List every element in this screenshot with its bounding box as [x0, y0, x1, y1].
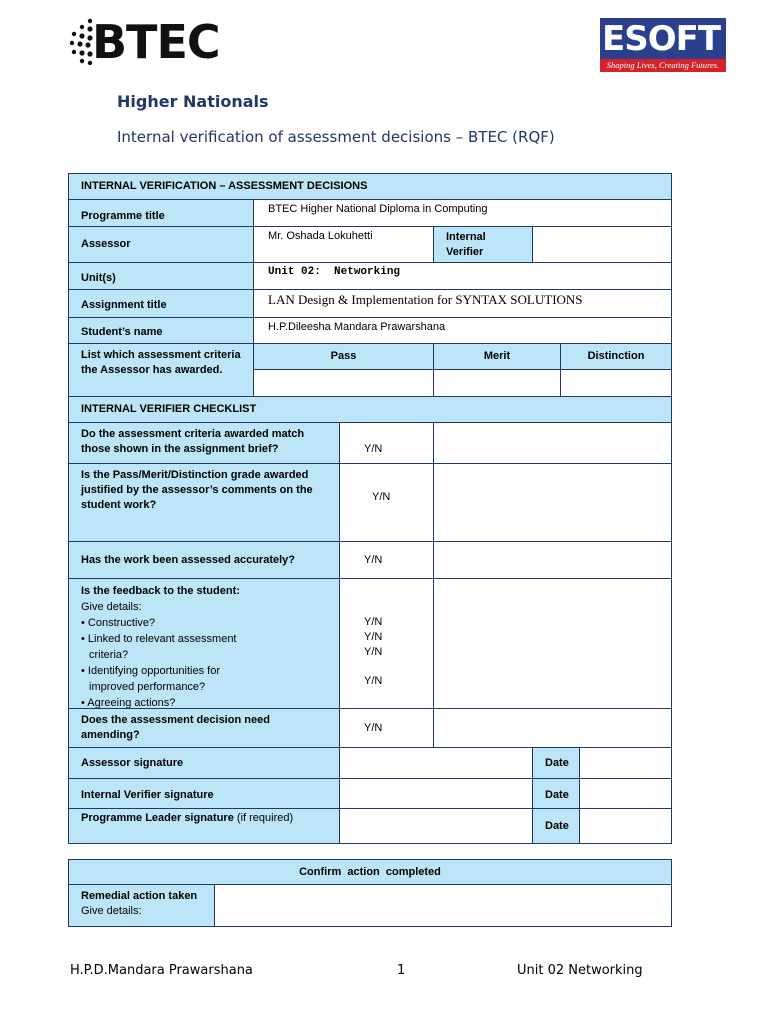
- units-label: Unit(s): [68, 262, 254, 290]
- esoft-logo-top: [600, 18, 726, 60]
- remedial-label: [68, 884, 215, 927]
- confirm-heading-text: Confirm action completed: [299, 865, 441, 878]
- checklist-q4-title: Is the feedback to the student:: [81, 585, 240, 597]
- programme-title-label: Programme title: [68, 199, 254, 227]
- criteria-awarded-label: List which assessment criteria the Assessor has awarded.: [68, 343, 254, 397]
- checklist-q2-comment[interactable]: [433, 463, 672, 542]
- page-subtitle: Internal verification of assessment decisions – BTEC (RQF): [117, 128, 555, 146]
- checklist-q4-answer[interactable]: Y/N: [364, 646, 383, 658]
- distinction-label: Distinction: [560, 343, 672, 370]
- checklist-q5: Does the assessment decision need amending?: [68, 708, 340, 748]
- checklist-q4-answers[interactable]: [339, 578, 434, 709]
- remedial-title: Remedial action taken: [81, 890, 198, 902]
- footer-author: H.P.D.Mandara Prawarshana: [70, 963, 253, 978]
- assessor-date-field[interactable]: [579, 747, 672, 779]
- merit-criteria-field[interactable]: [433, 369, 561, 397]
- remedial-field[interactable]: [214, 884, 672, 927]
- assessor-signature-label: Assessor signature: [68, 747, 340, 779]
- pl-signature-title: Programme Leader signature: [81, 812, 234, 824]
- esoft-logo-text: ESOFT: [602, 19, 721, 59]
- checklist-q5-comment[interactable]: [433, 708, 672, 748]
- iv-signature-field[interactable]: [339, 778, 533, 809]
- assessor-signature-field[interactable]: [339, 747, 533, 779]
- checklist-q2: Is the Pass/Merit/Distinction grade awarded justified by the assessor’s comments on the student work?: [68, 463, 340, 542]
- iv-date-label: Date: [532, 778, 580, 809]
- assessor-label: Assessor: [68, 226, 254, 263]
- checklist-q2-answer[interactable]: Y/N: [339, 463, 434, 542]
- checklist-q3-answer[interactable]: Y/N: [339, 541, 434, 579]
- checklist-q4-item: criteria?: [89, 649, 129, 661]
- checklist-q3: Has the work been assessed accurately?: [68, 541, 340, 579]
- checklist-q4: [68, 578, 340, 709]
- checklist-q4-answer[interactable]: Y/N: [364, 675, 383, 687]
- assessor-value[interactable]: Mr. Oshada Lokuhetti: [253, 226, 434, 263]
- pl-signature-note: (if required): [233, 812, 294, 824]
- merit-label: Merit: [433, 343, 561, 370]
- checklist-q4-answer[interactable]: Y/N: [364, 616, 383, 628]
- assessor-date-label: Date: [532, 747, 580, 779]
- pl-signature-field[interactable]: [339, 808, 533, 844]
- checklist-q4-item: • Agreeing actions?: [81, 697, 176, 709]
- esoft-tagline: Shaping Lives, Creating Futures.: [600, 59, 726, 72]
- page-title: Higher Nationals: [117, 92, 269, 111]
- units-value[interactable]: Unit 02: Networking: [253, 262, 672, 290]
- internal-verifier-value[interactable]: [532, 226, 672, 263]
- checklist-heading: INTERNAL VERIFIER CHECKLIST: [68, 396, 672, 423]
- pl-date-label: Date: [532, 808, 580, 844]
- confirm-heading: [68, 859, 672, 885]
- checklist-q3-comment[interactable]: [433, 541, 672, 579]
- internal-verifier-label: Internal Verifier: [433, 226, 533, 263]
- checklist-q1-answer[interactable]: Y/N: [339, 422, 434, 464]
- checklist-q4-comment[interactable]: [433, 578, 672, 709]
- checklist-q4-item: • Linked to relevant assessment: [81, 633, 237, 645]
- checklist-q4-item: • Identifying opportunities for: [81, 665, 220, 677]
- programme-title-value[interactable]: BTEC Higher National Diploma in Computing: [253, 199, 672, 227]
- footer-page-number: 1: [397, 963, 406, 978]
- pass-label: Pass: [253, 343, 434, 370]
- checklist-q4-item: • Constructive?: [81, 617, 156, 629]
- iv-signature-label: Internal Verifier signature: [68, 778, 340, 809]
- btec-logo-text: BTEC: [92, 15, 220, 69]
- checklist-q5-answer[interactable]: Y/N: [339, 708, 434, 748]
- checklist-q1: Do the assessment criteria awarded match those shown in the assignment brief?: [68, 422, 340, 464]
- assignment-title-value[interactable]: LAN Design & Implementation for SYNTAX SOLUTIONS: [253, 289, 672, 318]
- footer-unit: Unit 02 Networking: [517, 963, 643, 978]
- pl-signature-label: [68, 808, 340, 844]
- distinction-criteria-field[interactable]: [560, 369, 672, 397]
- student-name-value[interactable]: H.P.Dileesha Mandara Prawarshana: [253, 317, 672, 344]
- esoft-logo: [600, 18, 726, 72]
- checklist-q4-item: improved performance?: [89, 681, 206, 693]
- checklist-q1-comment[interactable]: [433, 422, 672, 464]
- btec-logo: [68, 16, 228, 72]
- student-name-label: Student’s name: [68, 317, 254, 344]
- iv-date-field[interactable]: [579, 778, 672, 809]
- decisions-heading: INTERNAL VERIFICATION – ASSESSMENT DECISIONS: [68, 173, 672, 200]
- pl-date-field[interactable]: [579, 808, 672, 844]
- assignment-title-label: Assignment title: [68, 289, 254, 318]
- checklist-q4-give: Give details:: [81, 601, 142, 613]
- checklist-q4-answer[interactable]: Y/N: [364, 631, 383, 643]
- remedial-give: Give details:: [81, 905, 142, 917]
- pass-criteria-field[interactable]: [253, 369, 434, 397]
